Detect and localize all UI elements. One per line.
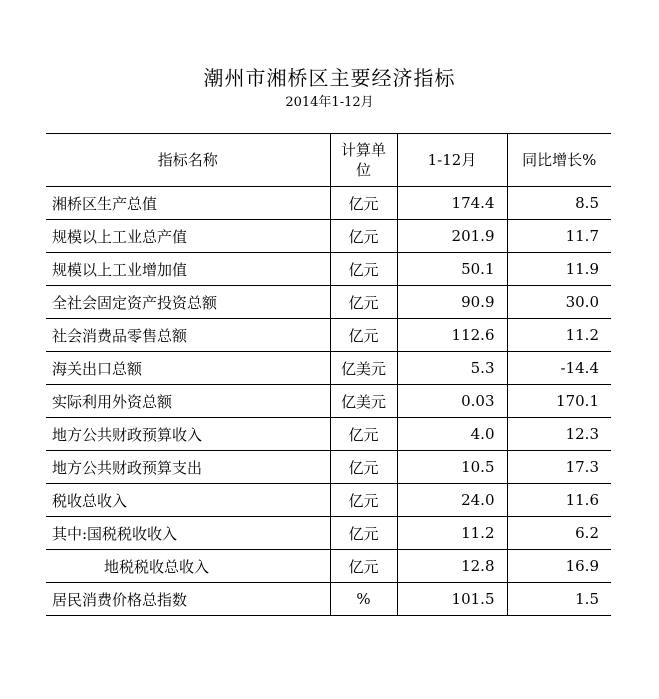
header-unit-line1: 计算单 — [340, 141, 386, 159]
value-cell: 90.9 — [397, 286, 507, 319]
table-row — [46, 253, 611, 286]
unit-cell: 亿元 — [330, 220, 397, 253]
unit-cell: 亿元 — [330, 187, 397, 220]
unit-cell: 亿元 — [330, 451, 397, 484]
growth-cell: 11.2 — [507, 319, 611, 352]
growth-cell: -14.4 — [507, 352, 611, 385]
indicator-name-cell: 地税税收总收入 — [46, 550, 330, 583]
unit-cell: 亿元 — [330, 319, 397, 352]
value-cell: 4.0 — [397, 418, 507, 451]
growth-cell: 1.5 — [507, 583, 611, 616]
unit-cell: 亿元 — [330, 286, 397, 319]
unit-cell: 亿元 — [330, 418, 397, 451]
indicator-name-cell: 税收总收入 — [46, 484, 330, 517]
growth-cell: 30.0 — [507, 286, 611, 319]
table-body — [46, 187, 611, 616]
unit-cell: 亿元 — [330, 517, 397, 550]
growth-cell: 16.9 — [507, 550, 611, 583]
value-cell: 0.03 — [397, 385, 507, 418]
growth-cell: 11.6 — [507, 484, 611, 517]
growth-cell: 11.7 — [507, 220, 611, 253]
table-row — [46, 550, 611, 583]
page-title: 潮州市湘桥区主要经济指标 — [203, 66, 456, 90]
value-cell: 24.0 — [397, 484, 507, 517]
growth-cell: 11.9 — [507, 253, 611, 286]
value-cell: 50.1 — [397, 253, 507, 286]
indicator-name-cell: 其中:国税税收收入 — [46, 517, 330, 550]
growth-cell: 6.2 — [507, 517, 611, 550]
growth-cell: 17.3 — [507, 451, 611, 484]
unit-cell: 亿美元 — [330, 385, 397, 418]
table-row — [46, 385, 611, 418]
growth-cell: 170.1 — [507, 385, 611, 418]
table-row — [46, 484, 611, 517]
indicator-name-cell: 海关出口总额 — [46, 352, 330, 385]
indicator-name-cell: 实际利用外资总额 — [46, 385, 330, 418]
table-header-row — [46, 134, 611, 187]
value-cell: 11.2 — [397, 517, 507, 550]
table-row — [46, 418, 611, 451]
indicator-name-cell: 规模以上工业总产值 — [46, 220, 330, 253]
unit-cell: 亿元 — [330, 484, 397, 517]
table-row — [46, 517, 611, 550]
header-growth: 同比增长% — [507, 134, 611, 187]
indicator-name-cell: 地方公共财政预算收入 — [46, 418, 330, 451]
table-row — [46, 319, 611, 352]
table-row — [46, 352, 611, 385]
page-subtitle: 2014年1-12月 — [285, 95, 374, 110]
unit-cell: 亿美元 — [330, 352, 397, 385]
indicator-name-cell: 全社会固定资产投资总额 — [46, 286, 330, 319]
table-row — [46, 187, 611, 220]
header-period: 1-12月 — [397, 134, 507, 187]
indicator-name-cell: 湘桥区生产总值 — [46, 187, 330, 220]
header-indicator-name: 指标名称 — [46, 134, 330, 187]
header-unit-line2: 位 — [355, 161, 371, 179]
growth-cell: 8.5 — [507, 187, 611, 220]
value-cell: 10.5 — [397, 451, 507, 484]
table-row — [46, 286, 611, 319]
value-cell: 12.8 — [397, 550, 507, 583]
indicators-table — [46, 133, 611, 616]
unit-cell: 亿元 — [330, 253, 397, 286]
value-cell: 112.6 — [397, 319, 507, 352]
table-row — [46, 451, 611, 484]
growth-cell: 12.3 — [507, 418, 611, 451]
unit-cell: % — [330, 583, 397, 616]
unit-cell: 亿元 — [330, 550, 397, 583]
indicator-name-cell: 规模以上工业增加值 — [46, 253, 330, 286]
indicator-name-cell: 地方公共财政预算支出 — [46, 451, 330, 484]
value-cell: 101.5 — [397, 583, 507, 616]
value-cell: 201.9 — [397, 220, 507, 253]
header-unit — [330, 134, 397, 187]
table-row — [46, 220, 611, 253]
indicator-name-cell: 社会消费品零售总额 — [46, 319, 330, 352]
value-cell: 5.3 — [397, 352, 507, 385]
value-cell: 174.4 — [397, 187, 507, 220]
table-row — [46, 583, 611, 616]
indicator-name-cell: 居民消费价格总指数 — [46, 583, 330, 616]
